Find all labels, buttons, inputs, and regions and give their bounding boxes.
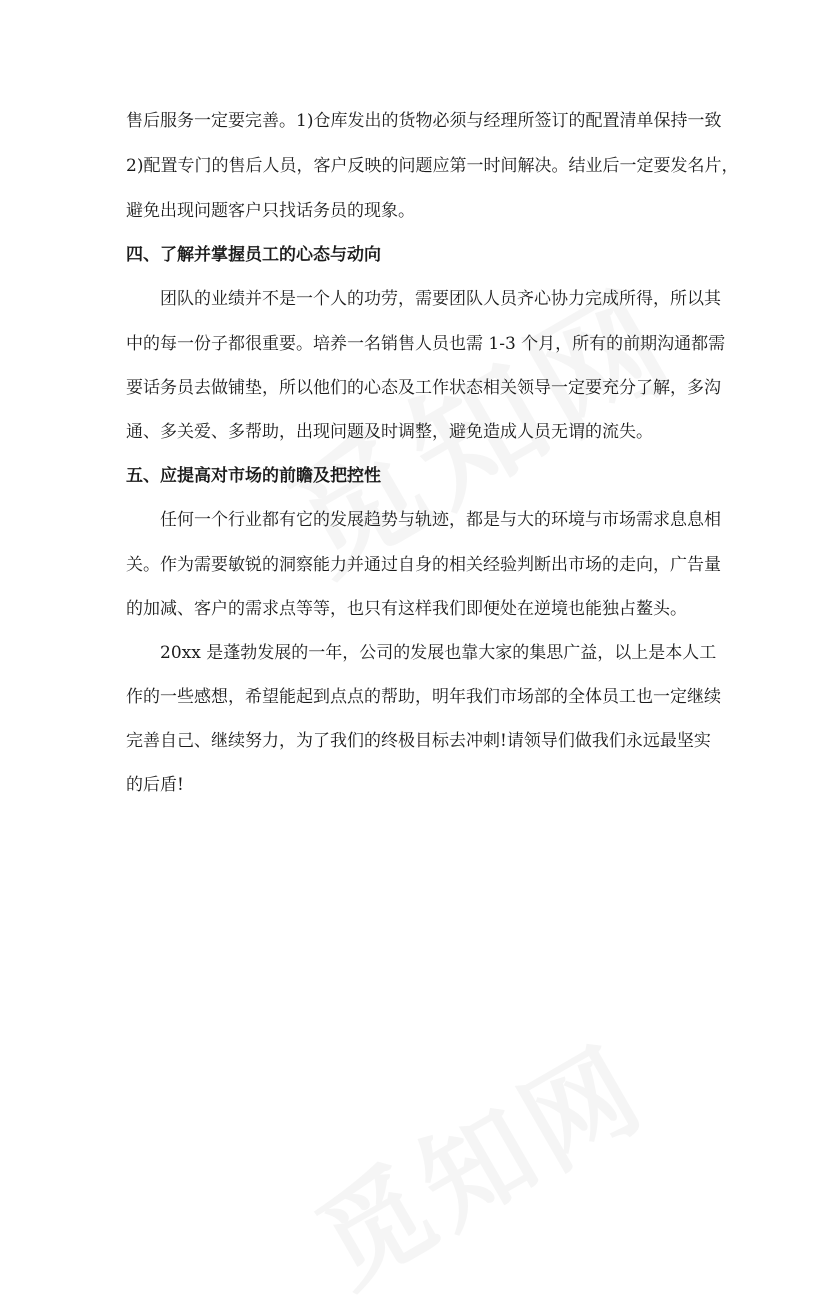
body-line: 避免出现问题客户只找话务员的现象。 (126, 201, 415, 221)
body-line: 团队的业绩并不是一个人的功劳，需要团队人员齐心协力完成所得，所以其 (160, 289, 721, 309)
section-heading-4: 四、了解并掌握员工的心态与动向 (126, 245, 381, 265)
body-line: 2)配置专门的售后人员，客户反映的问题应第一时间解决。结业后一定要发名片， (126, 156, 739, 176)
body-line: 的后盾! (126, 775, 184, 795)
body-line: 作的一些感想，希望能起到点点的帮助，明年我们市场部的全体员工也一定继续 (126, 687, 721, 707)
body-line: 通、多关爱、多帮助，出现问题及时调整，避免造成人员无谓的流失。 (126, 422, 653, 442)
section-heading-5: 五、应提高对市场的前瞻及把控性 (126, 466, 381, 486)
body-line: 任何一个行业都有它的发展趋势与轨迹，都是与大的环境与市场需求息息相 (160, 510, 721, 530)
body-line: 要话务员去做铺垫，所以他们的心态及工作状态相关领导一定要充分了解，多沟 (126, 378, 721, 398)
body-line: 20xx 是蓬勃发展的一年，公司的发展也靠大家的集思广益，以上是本人工 (160, 643, 717, 663)
body-line: 完善自己、继续努力，为了我们的终极目标去冲刺!请领导们做我们永远最坚实 (126, 731, 711, 751)
body-line: 中的每一份子都很重要。培养一名销售人员也需 1-3 个月，所有的前期沟通都需 (126, 334, 726, 354)
body-line: 关。作为需要敏锐的洞察能力并通过自身的相关经验判断出市场的走向，广告量 (126, 555, 721, 575)
body-line: 售后服务一定要完善。1)仓库发出的货物必须与经理所签订的配置清单保持一致 (126, 111, 722, 131)
watermark-bottom (284, 1002, 670, 1316)
body-line: 的加减、客户的需求点等等，也只有这样我们即便处在逆境也能独占鳌头。 (126, 599, 687, 619)
